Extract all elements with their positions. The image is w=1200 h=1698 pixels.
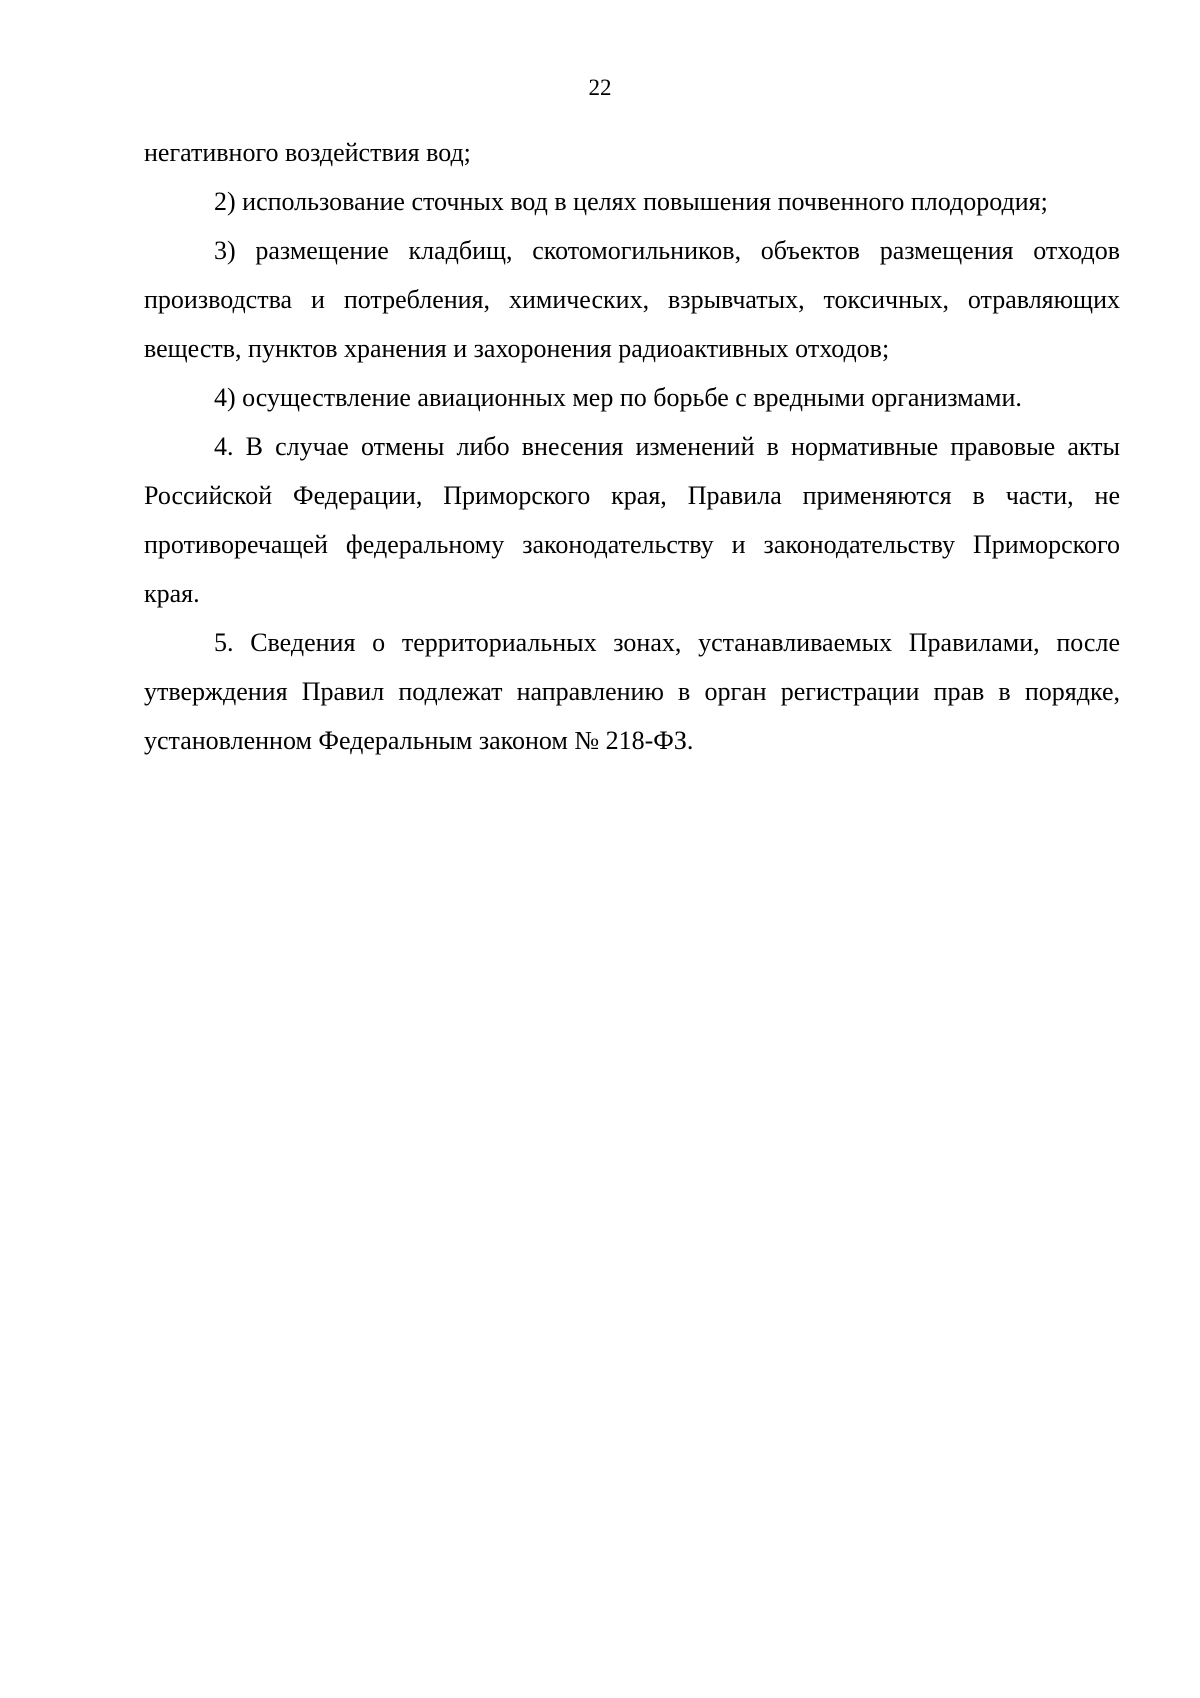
paragraph-continuation: негативного воздействия вод; [144,138,471,167]
page-number: 22 [588,75,612,100]
document-body [144,128,1120,765]
paragraph-item-4: 4) осуществление авиационных мер по борьбе с вредными организмами. [214,383,1022,412]
paragraph-item-3: 3) размещение кладбищ, скотомогильников, объектов размещения отходов производства и потребления, химических, взрывчатых, токсичных, отравляющих веществ, пунктов хранения и захоронения радиоактивных отходов; [144,236,1120,363]
paragraph-section-5: 5. Сведения о территориальных зонах, устанавливаемых Правилами, после утверждения Правил подлежат направлению в орган регистрации прав в порядке, установленном Федеральным законом № 218-ФЗ. [144,628,1120,755]
paragraph-item-2: 2) использование сточных вод в целях повышения почвенного плодородия; [214,187,1048,216]
paragraph-section-4: 4. В случае отмены либо внесения изменений в нормативные правовые акты Российской Федерации, Приморского края, Правила применяются в части, не противоречащей федеральному законодательству и законодательству Приморского края. [144,432,1120,608]
